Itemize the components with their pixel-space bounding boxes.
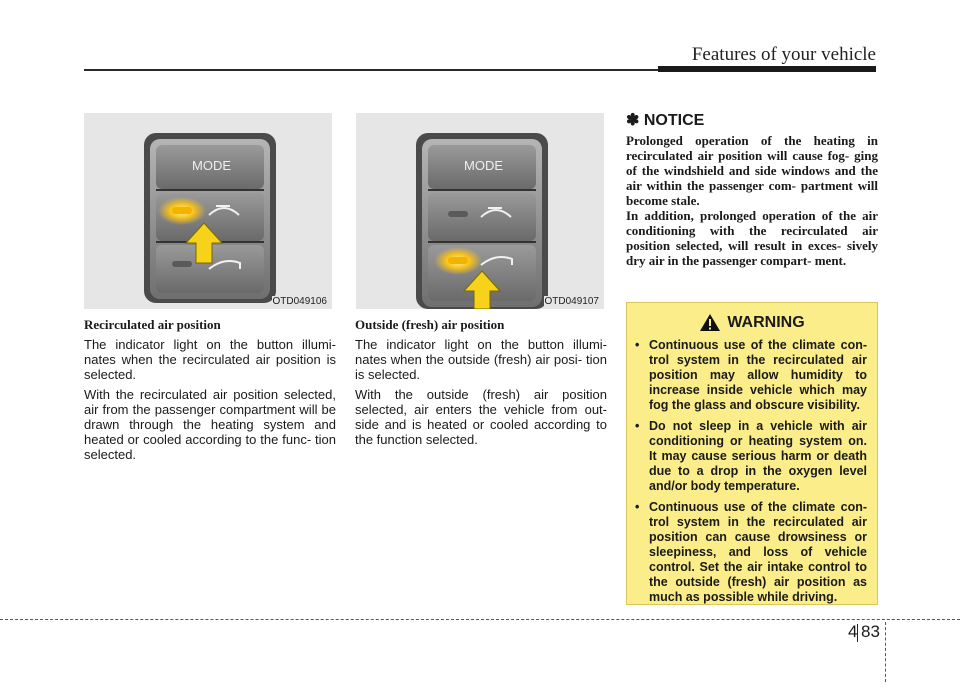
bullet: • [635, 500, 640, 514]
warning-header [627, 313, 877, 332]
warning-item-text: Do not sleep in a vehicle with air conditioning or heating system on. It may cause serious harm or death due to a drop in the oxygen level and/or body temperature. [649, 419, 867, 493]
warning-item [635, 419, 867, 494]
figure-fresh [356, 113, 604, 309]
mode-label: MODE [464, 158, 503, 173]
paragraph: The indicator light on the button illumi- nates when the recirculated air position is selected. [84, 337, 336, 382]
page-number-separator [857, 624, 858, 642]
warning-triangle-icon [699, 313, 721, 332]
paragraph: With the recirculated air position selected, air from the passenger compartment will be drawn through the heating system and heated or cooled according to the func- tion selected. [84, 387, 336, 462]
footer-divider [885, 622, 886, 682]
notice-paragraph: In addition, prolonged operation of the air conditioning with the recirculated air position selected, will result in exces- sively dry air in the passenger compart- ment. [626, 208, 878, 268]
page-number: 83 [861, 622, 880, 641]
header-title: Features of your vehicle [691, 44, 876, 65]
footer-rule [0, 619, 960, 620]
warning-item [635, 338, 867, 413]
warning-box [626, 302, 878, 605]
mode-label: MODE [192, 158, 231, 173]
warning-list [635, 338, 867, 605]
paragraph: The indicator light on the button illumi- nates when the outside (fresh) air posi- tion is selected. [355, 337, 607, 382]
header-rule-accent [658, 66, 876, 72]
fresh-air-section [355, 317, 607, 452]
figure-recirculated [84, 113, 332, 309]
bullet: • [635, 419, 640, 433]
notice-section [626, 112, 878, 268]
chapter-number: 4 [848, 622, 858, 641]
warning-item-text: Continuous use of the climate con- trol system in the recirculated air position can cause drowsiness or sleepiness, and loss of vehicle control. Set the air intake control to the outside (fresh) air position as much as possible while driving. [649, 500, 867, 604]
recirculated-section [84, 317, 336, 467]
section-heading: Recirculated air position [84, 317, 221, 332]
notice-title: ✽ NOTICE [626, 112, 705, 129]
warning-item-text: Continuous use of the climate con- trol system in the recirculated air position may allow humidity to increase inside vehicle which may fog the glass and obscure visibility. [649, 338, 867, 412]
warning-item [635, 500, 867, 605]
bullet: • [635, 338, 640, 352]
figure-code: OTD049106 [272, 296, 327, 307]
notice-paragraph: Prolonged operation of the heating in recirculated air position will cause fog- ging of the windshield and side windows and the air within the passenger com- partment will become stale. [626, 133, 878, 208]
warning-title: WARNING [727, 313, 805, 331]
section-heading: Outside (fresh) air position [355, 317, 505, 332]
figure-code: OTD049107 [544, 296, 599, 307]
paragraph: With the outside (fresh) air position selected, air enters the vehicle from out- side and is heated or cooled according to the function selected. [355, 387, 607, 447]
